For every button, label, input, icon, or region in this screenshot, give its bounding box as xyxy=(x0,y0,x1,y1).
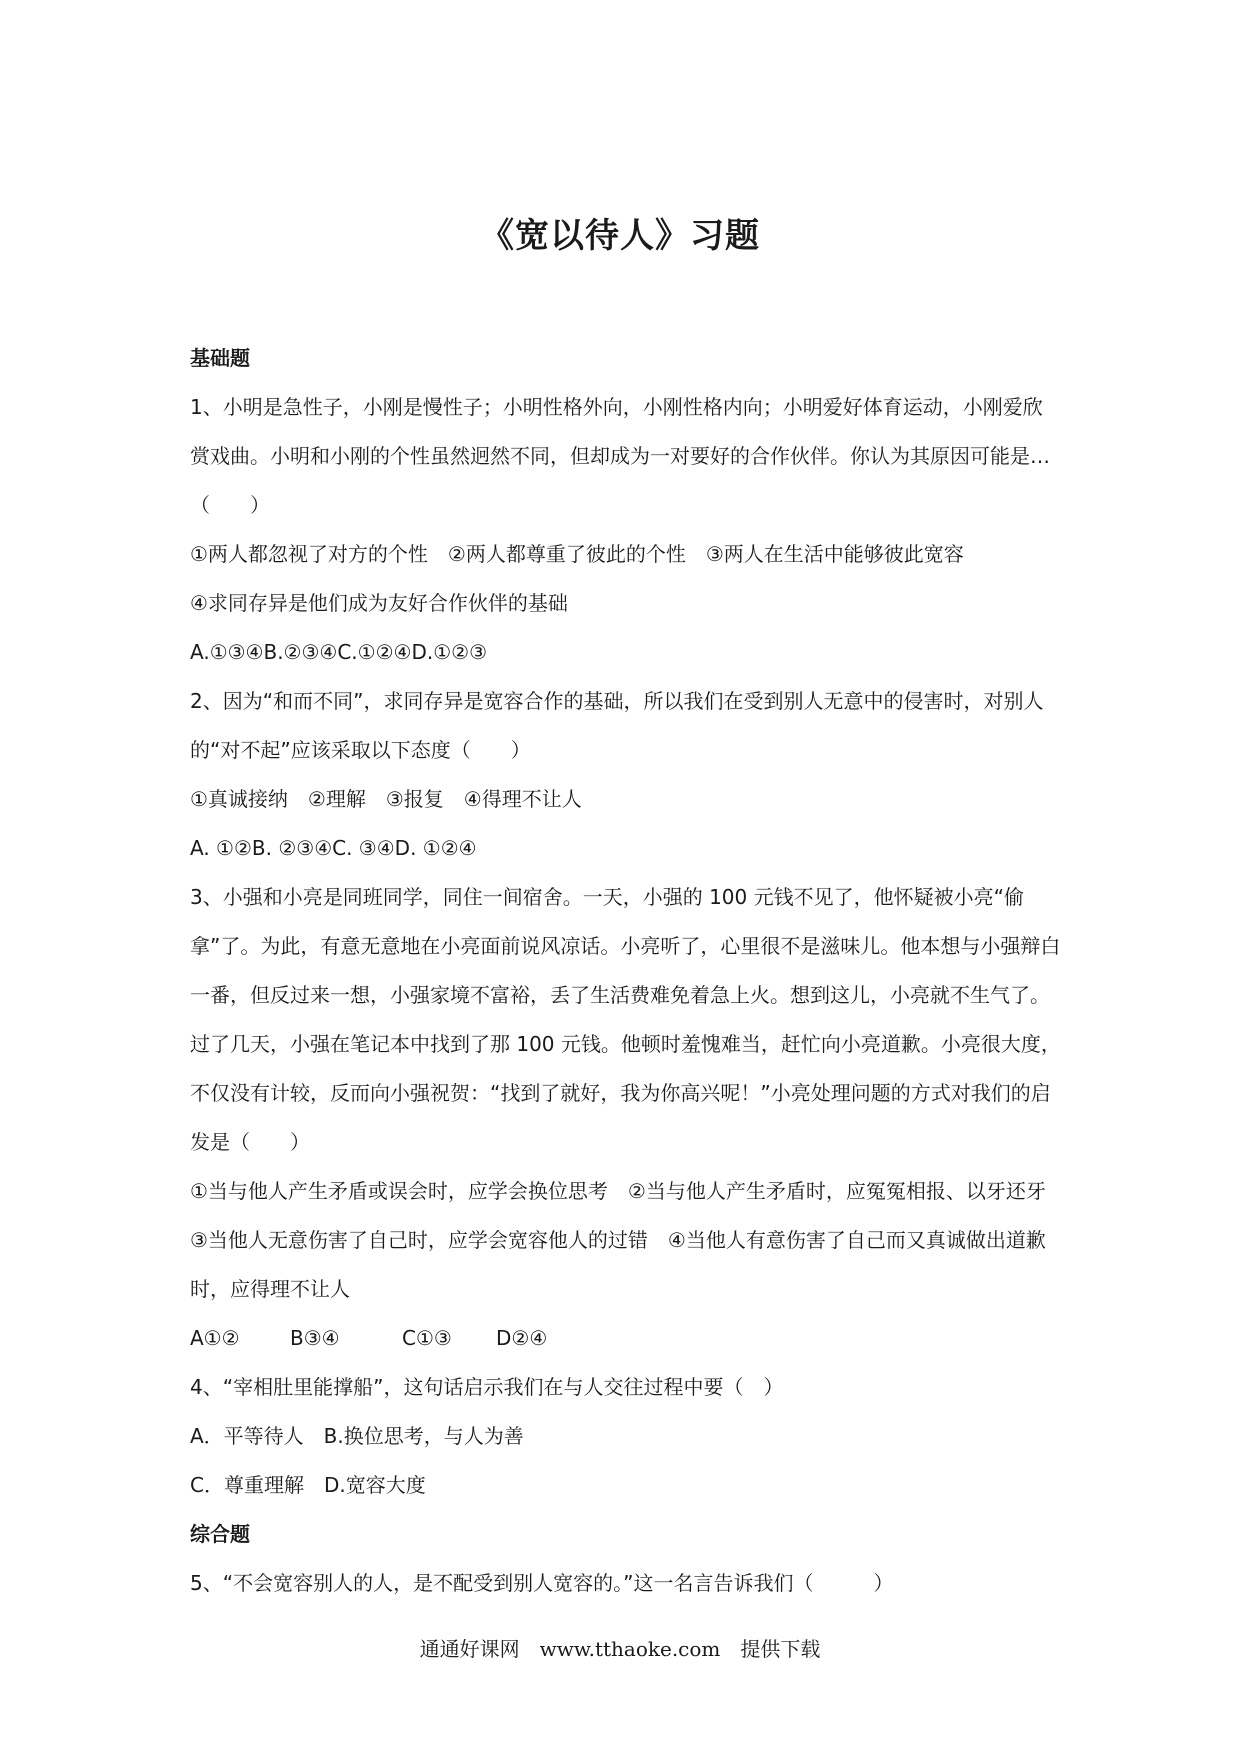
question-3-answer-b: B③④ xyxy=(290,1326,340,1350)
question-5-text: 5、“不会宽容别人的人，是不配受到别人宽容的。”这一名言告诉我们（ ） xyxy=(190,1571,894,1595)
question-4-options-line-1: A．平等待人 B.换位思考，与人为善 xyxy=(190,1424,524,1448)
exercise-content xyxy=(190,334,1070,1608)
section-heading-basic: 基础题 xyxy=(190,346,250,370)
question-2-text: 2、因为“和而不同”，求同存异是宽容合作的基础，所以我们在受到别人无意中的侵害时，对别人的“对不起”应该采取以下态度（ ） xyxy=(190,689,1044,762)
question-4-options-line-2: C．尊重理解 D.宽容大度 xyxy=(190,1473,426,1497)
question-2-options: ①真诚接纳 ②理解 ③报复 ④得理不让人 xyxy=(190,787,582,811)
question-1-answers: A.①③④B.②③④C.①②④D.①②③ xyxy=(190,640,488,664)
page-title: 《宽以待人》习题 xyxy=(480,216,760,256)
question-3-answers xyxy=(190,1314,1062,1363)
question-3-text: 3、小强和小亮是同班同学，同住一间宿舍。一天，小强的 100 元钱不见了，他怀疑被小亮“偷拿”了。为此，有意无意地在小亮面前说风凉话。小亮听了，心里很不是滋味儿。他本想与小强辩白一番，但反过来一想，小强家境不富裕，丢了生活费难免着急上火。想到这儿，小亮就不生气了。过了几天，小强在笔记本中找到了那 100 元钱。他顿时羞愧难当，赶忙向小亮道歉。小亮很大度，不仅没有计较，反而向小强祝贺：“找到了就好，我为你高兴呢！”小亮处理问题的方式对我们的启发是（ ） xyxy=(190,885,1061,1154)
question-1-options-line-1: ①两人都忽视了对方的个性 ②两人都尊重了彼此的个性 ③两人在生活中能够彼此宽容 xyxy=(190,542,964,566)
question-2-answers: A. ①②B. ②③④C. ③④D. ①②④ xyxy=(190,836,477,860)
section-heading-comprehensive: 综合题 xyxy=(190,1522,250,1546)
question-3-answer-a: A①② xyxy=(190,1326,240,1350)
question-4-text: 4、“宰相肚里能撑船”，这句话启示我们在与人交往过程中要（ ） xyxy=(190,1375,784,1399)
question-1-options-line-2: ④求同存异是他们成为友好合作伙伴的基础 xyxy=(190,591,568,615)
page-footer: 通通好课网 www.tthaoke.com 提供下载 xyxy=(419,1637,821,1661)
question-3-answer-d: D②④ xyxy=(496,1326,548,1350)
question-3-options: ①当与他人产生矛盾或误会时，应学会换位思考 ②当与他人产生矛盾时，应冤冤相报、以牙还牙③当他人无意伤害了自己时，应学会宽容他人的过错 ④当他人有意伤害了自己而又真诚做出道歉时，应得理不让人 xyxy=(190,1179,1046,1301)
question-3-answer-c: C①③ xyxy=(402,1326,452,1350)
question-1-text: 1、小明是急性子，小刚是慢性子；小明性格外向，小刚性格内向；小明爱好体育运动，小刚爱欣赏戏曲。小明和小刚的个性虽然迥然不同，但却成为一对要好的合作伙伴。你认为其原因可能是… （ ） xyxy=(190,395,1070,517)
